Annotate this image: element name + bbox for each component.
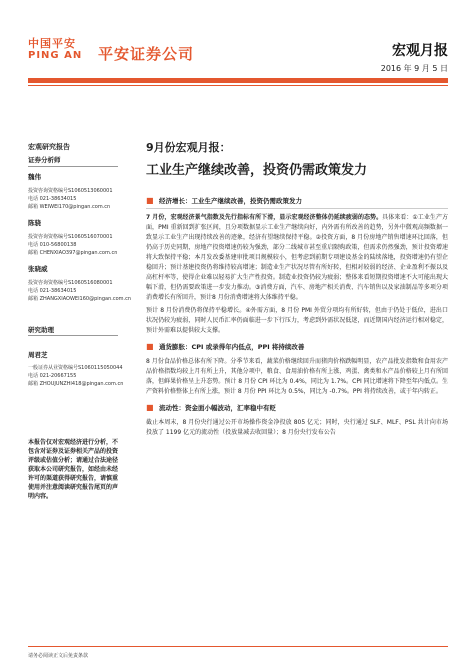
report-kicker: 9月份宏观月报： — [146, 141, 231, 154]
assistant-email[interactable]: 邮箱 ZHOUJUNZHI418@pingan.com.cn — [28, 381, 124, 387]
assistant-card — [28, 350, 123, 388]
paragraph — [146, 357, 448, 397]
footer-note: 请务必阅读正文后免责条款 — [28, 653, 89, 659]
analyst-phone: 电话 010-56800138 — [28, 242, 77, 248]
section-heading-text: 流动性：资金面小幅波动，汇率稳中有贬 — [159, 403, 276, 412]
paragraph-text: 预计 8 月份消费仍将保持平稳增长。④外需方面，8 月份 PMI 外贸分项均有所好转，但由于仍处于低位，进出口状况仍较为疲弱，同时人民币汇率仍面临进一步下行压力，考虑到外需状况低迷，而近期国内经济运行相对稳定，预计外需难以提供较大支撑。 — [146, 307, 448, 334]
analyst-card — [28, 219, 123, 257]
section-heading-text: 通货膨胀：CPI 或录得年内低点，PPI 将持续改善 — [159, 342, 305, 351]
logo-en-text: PING AN — [28, 50, 83, 61]
analyst-card — [28, 265, 132, 303]
section-heading — [146, 400, 448, 414]
paragraph — [146, 418, 448, 438]
company-name: 平安证券公司 — [98, 45, 195, 63]
paragraph-text: 具体来看：①工业生产方面，PMI 重新回到扩张区间，且分项数据显示工业生产继续向好，内外需有所改善的趋势，另外中微观高频数据一致显示工业生产出现持续改善的迹象，经济有望继续保持平稳。②投资方面，8 月份房地产销售增速环比回落，但仍高于历史同期，房地产投资增速仍较为强劲，部分二线城市甚至重启限购政策，但需求仍然强劲，预计投资增速将大致保持平稳；本月发改委基建审批项目规模较小，但考虑到前期专项建设基金的陆续落地，投资增速仍有望企稳回升；预计基建投资仍将维持较高增速；制造业生产状况尽管有所好转，但相对较弱的经济、企业盈利不振以及高杠杆率等，使得企业难以轻易扩大生产性投资。制造业投资仍较为疲弱；整体来看短期投资增速不大可能出现大幅下滑，但仍需要政策进一步发力推动。③消费方面，汽车、房地产相关消费、汽车销售以及家油制品等多项分项消费增长有所回升，预计8 月份消费增速将大体维持平稳。 — [146, 214, 448, 301]
assistant-license: 一般证券从业资格编号S1060115050044 — [28, 365, 123, 371]
section-heading — [146, 339, 448, 353]
company-logo — [28, 38, 82, 62]
report-title: 工业生产继续改善，投资仍需政策发力 — [146, 163, 368, 178]
paragraph-text: 8 月份食品价格总体有所下降。分季节来看，蔬菜价格继续回升而猪肉价格跌幅明显，农产品批发指数和食用农产品价格指数均较上月有所上升，其他分项中，粮食、食用油价格有所上涨，鸡蛋、禽类和水产品价格较上月有所回落，但鲜果价格呈上升态势。预计 8 月份 CPI 环比为 0.4%，同比为 1.7%。CPI 同比增速将下降至年内低点。生产资料价格整体上有所上涨，预计 8 月份 PPI 环比为 0.5%，同比为 -0.7%。PPI 将持续改善，或于年内转正。 — [146, 358, 448, 395]
header-rule — [28, 78, 448, 83]
analyst-card — [28, 173, 123, 211]
analyst-name: 陈骁 — [28, 219, 41, 227]
bullet-icon: ■ — [146, 196, 154, 205]
footer-rule — [28, 646, 448, 647]
report-type: 宏观月报 — [392, 43, 448, 59]
analyst-phone: 电话 021-38634015 — [28, 196, 77, 202]
section-heading — [146, 195, 448, 209]
report-date: 2016 年 9 月 5 日 — [380, 64, 448, 73]
assistant-phone: 电话 021-20667155 — [28, 373, 77, 379]
disclaimer: 本报告仅对宏观经济进行分析，不包含对证券及证券相关产品的投资评级或估值分析；请通过合法途径获取本公司研究报告，如经由未经许可的渠道获得研究报告，请慎重使用并注意阅读研究报告尾页的声明内容。 — [28, 439, 119, 500]
analyst-email[interactable]: 邮箱 CHENXIAO397@pingan.com.cn — [28, 250, 118, 256]
header-rule-thin — [28, 85, 448, 86]
paragraph-text: 截止本周末，8 月份央行通过公开市场操作资金净投放 805 亿元；同时，央行通过 SLF、MLF、PSL 共计向市场投放了 1199 亿元的流动性（投放量减去收回量）；8 月份央行发布公告 — [146, 419, 448, 436]
analyst-license: 投资咨询资格编号S1060516080001 — [28, 280, 113, 286]
paragraph-lead: 7 月份，宏观经济景气指数及先行指标有所下滑，显示宏观经济整体仍延续疲弱的态势。 — [146, 214, 383, 221]
analyst-license: 投资咨询资格编号S1060516070001 — [28, 234, 113, 240]
bullet-icon: ■ — [146, 402, 154, 412]
paragraph — [146, 213, 448, 303]
analysts-heading: 证券分析师 — [28, 156, 118, 167]
section-heading-text: 经济增长：工业生产继续改善，投资仍需政策发力 — [159, 197, 302, 205]
assistant-heading: 研究助理 — [28, 325, 118, 336]
report-category: 宏观研究报告 — [28, 143, 70, 151]
analyst-license: 投资咨询资格编号S1060513060001 — [28, 188, 113, 194]
assistant-name: 周君芝 — [28, 351, 48, 359]
paragraph — [146, 306, 448, 336]
report-header — [0, 0, 474, 100]
analyst-email[interactable]: 邮箱 WEIWEI170@pingan.com.cn — [28, 204, 111, 210]
analyst-name: 张晓威 — [28, 265, 48, 273]
analyst-email[interactable]: 邮箱 ZHANGXIAOWEI160@pingan.com.cn — [28, 296, 132, 302]
logo-cn-text: 中国平安 — [28, 37, 76, 50]
main-content — [146, 139, 448, 441]
bullet-icon: ■ — [146, 341, 154, 351]
assistant-block — [28, 325, 123, 396]
analyst-name: 魏伟 — [28, 173, 41, 181]
analyst-phone: 电话 021-38634015 — [28, 288, 77, 294]
sidebar — [28, 142, 132, 311]
